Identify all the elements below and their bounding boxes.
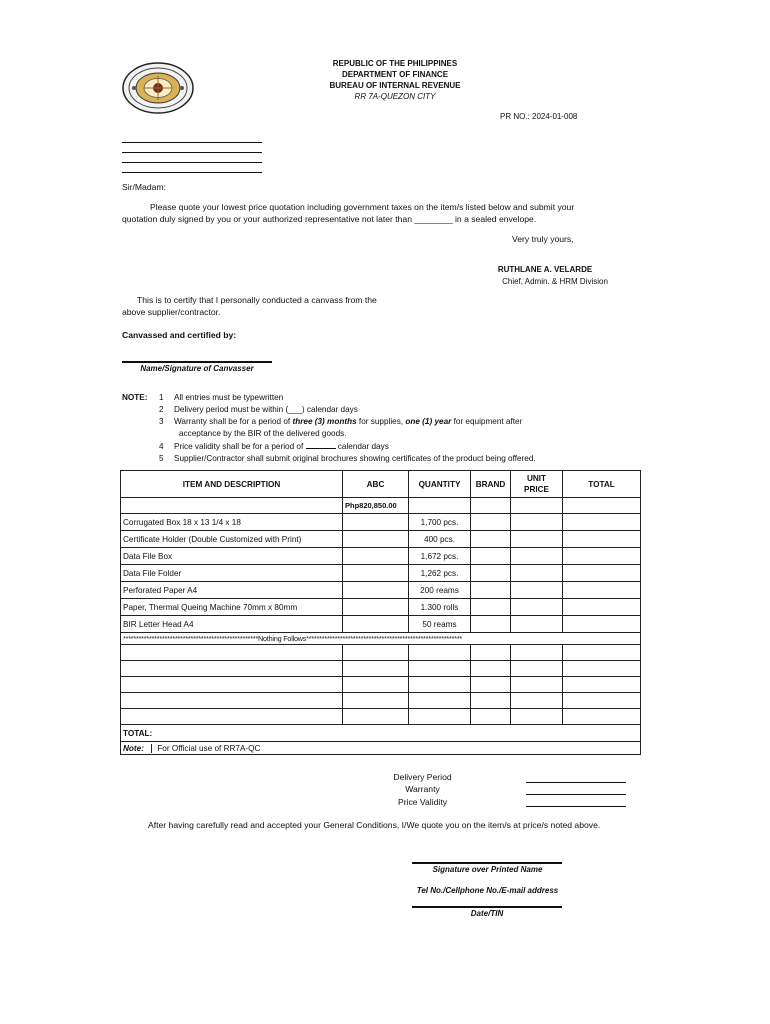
- address-line-3[interactable]: [122, 162, 262, 163]
- contact-label: Tel No./Cellphone No./E-mail address: [416, 886, 559, 895]
- price-validity-label: Price Validity: [397, 797, 448, 807]
- signature-label: Signature over Printed Name: [432, 865, 543, 874]
- canvassed-label: Canvassed and certified by:: [122, 330, 237, 340]
- total-cell[interactable]: [563, 565, 641, 582]
- table-row: [121, 565, 641, 582]
- brand-cell[interactable]: [471, 514, 511, 531]
- certify-line-1: This is to certify that I personally conducted a canvass from the: [137, 295, 377, 305]
- item-quantity: 1.300 rolls: [409, 599, 471, 616]
- item-description: Perforated Paper A4: [121, 582, 343, 599]
- blank-row: [121, 661, 641, 677]
- canvasser-label: Name/Signature of Canvasser: [140, 364, 254, 373]
- nothing-follows: ****************************************************Nothing Follows************************************************************: [121, 633, 641, 645]
- item-quantity: 200 reams: [409, 582, 471, 599]
- brand-cell[interactable]: [471, 582, 511, 599]
- item-table: [120, 470, 641, 755]
- request-line-2: quotation duly signed by you or your authorized representative not later than ________ in a sealed envelope.: [122, 214, 537, 224]
- note-item-1: 1 All entries must be typewritten: [159, 393, 284, 402]
- brand-cell[interactable]: [471, 616, 511, 633]
- note-item-2: 2 Delivery period must be within (___) calendar days: [159, 405, 358, 414]
- item-quantity: 1,262 pcs.: [409, 565, 471, 582]
- header-unit-price: UNIT PRICE: [511, 471, 563, 498]
- unit-price-cell[interactable]: [511, 599, 563, 616]
- table-row: [121, 616, 641, 633]
- nothing-follows-row: [121, 633, 641, 645]
- table-row: [121, 514, 641, 531]
- request-line-1: Please quote your lowest price quotation including government taxes on the item/s listed below and submit your: [150, 202, 575, 212]
- bir-seal-icon: [122, 62, 194, 114]
- address-line-1[interactable]: [122, 142, 262, 143]
- closing: Very truly yours,: [512, 234, 574, 244]
- note-item-5: 5 Supplier/Contractor shall submit original brochures showing certificates of the product being offered.: [159, 454, 536, 463]
- brand-cell[interactable]: [471, 548, 511, 565]
- note-list: [159, 392, 629, 465]
- brand-cell[interactable]: [471, 599, 511, 616]
- header-office: RR 7A-QUEZON CITY: [354, 92, 436, 101]
- header-republic: REPUBLIC OF THE PHILIPPINES: [332, 59, 458, 68]
- unit-price-cell[interactable]: [511, 565, 563, 582]
- note-item-3-cont: acceptance by the BIR of the delivered goods.: [179, 429, 347, 438]
- blank-row: [121, 693, 641, 709]
- abc-row: [121, 498, 641, 514]
- total-label: TOTAL:: [121, 725, 641, 742]
- acceptance-statement: After having carefully read and accepted your General Conditions, I/We quote you on the item/s at price/s noted above.: [148, 820, 601, 830]
- item-quantity: 50 reams: [409, 616, 471, 633]
- abc-value: Php820,850.00: [343, 498, 409, 514]
- official-note-row: [121, 742, 641, 755]
- note-item-3: 3 Warranty shall be for a period of three (3) months for supplies, one (1) year for equipment after: [159, 417, 523, 426]
- brand-cell[interactable]: [471, 531, 511, 548]
- unit-price-cell[interactable]: [511, 616, 563, 633]
- delivery-period-field[interactable]: [526, 782, 626, 783]
- unit-price-cell[interactable]: [511, 531, 563, 548]
- table-header-row: [121, 471, 641, 498]
- warranty-label: Warranty: [405, 784, 440, 794]
- unit-price-cell[interactable]: [511, 582, 563, 599]
- salutation: Sir/Madam:: [122, 182, 166, 192]
- item-description: Corrugated Box 18 x 13 1/4 x 18: [121, 514, 343, 531]
- warranty-field[interactable]: [526, 794, 626, 795]
- blank-row: [121, 645, 641, 661]
- item-description: Certificate Holder (Double Customized with Print): [121, 531, 343, 548]
- total-row: [121, 725, 641, 742]
- official-note-label: Note:: [121, 744, 152, 753]
- signatory-name: RUTHLANE A. VELARDE: [497, 265, 593, 274]
- note-item-4: 4 Price validity shall be for a period of calendar days: [159, 442, 389, 451]
- signature-line[interactable]: [412, 862, 562, 864]
- official-note-text: For Official use of RR7A-QC: [157, 743, 261, 753]
- total-cell[interactable]: [563, 531, 641, 548]
- table-row: [121, 599, 641, 616]
- note-label: NOTE:: [122, 393, 148, 402]
- item-description: BIR Letter Head A4: [121, 616, 343, 633]
- header-quantity: QUANTITY: [409, 471, 471, 498]
- total-cell[interactable]: [563, 582, 641, 599]
- total-cell[interactable]: [563, 514, 641, 531]
- unit-price-cell[interactable]: [511, 548, 563, 565]
- table-row: [121, 531, 641, 548]
- table-row: [121, 548, 641, 565]
- header-bureau: BUREAU OF INTERNAL REVENUE: [329, 81, 461, 90]
- item-description: Data File Box: [121, 548, 343, 565]
- signatory-title: Chief, Admin. & HRM Division: [502, 277, 608, 286]
- address-line-4[interactable]: [122, 172, 262, 173]
- pr-number: PR NO.: 2024-01-008: [500, 112, 578, 121]
- total-cell[interactable]: [563, 616, 641, 633]
- item-quantity: 1,700 pcs.: [409, 514, 471, 531]
- date-tin-label: Date/TIN: [470, 909, 504, 918]
- certify-line-2: above supplier/contractor.: [122, 307, 221, 317]
- address-line-2[interactable]: [122, 152, 262, 153]
- blank-row: [121, 709, 641, 725]
- total-cell[interactable]: [563, 548, 641, 565]
- brand-cell[interactable]: [471, 565, 511, 582]
- letterhead: [290, 58, 500, 102]
- total-cell[interactable]: [563, 599, 641, 616]
- header-total: TOTAL: [563, 471, 641, 498]
- header-brand: BRAND: [471, 471, 511, 498]
- item-description: Paper, Thermal Queing Machine 70mm x 80mm: [121, 599, 343, 616]
- item-quantity: 400 pcs.: [409, 531, 471, 548]
- item-description: Data File Folder: [121, 565, 343, 582]
- item-quantity: 1,672 pcs.: [409, 548, 471, 565]
- canvasser-signature-line[interactable]: [122, 361, 272, 363]
- date-tin-line[interactable]: [412, 906, 562, 908]
- header-department: DEPARTMENT OF FINANCE: [341, 70, 449, 79]
- unit-price-cell[interactable]: [511, 514, 563, 531]
- table-row: [121, 582, 641, 599]
- header-item: ITEM AND DESCRIPTION: [121, 471, 343, 498]
- blank-row: [121, 677, 641, 693]
- header-abc: ABC: [343, 471, 409, 498]
- price-validity-field[interactable]: [526, 806, 626, 807]
- delivery-period-label: Delivery Period: [393, 772, 452, 782]
